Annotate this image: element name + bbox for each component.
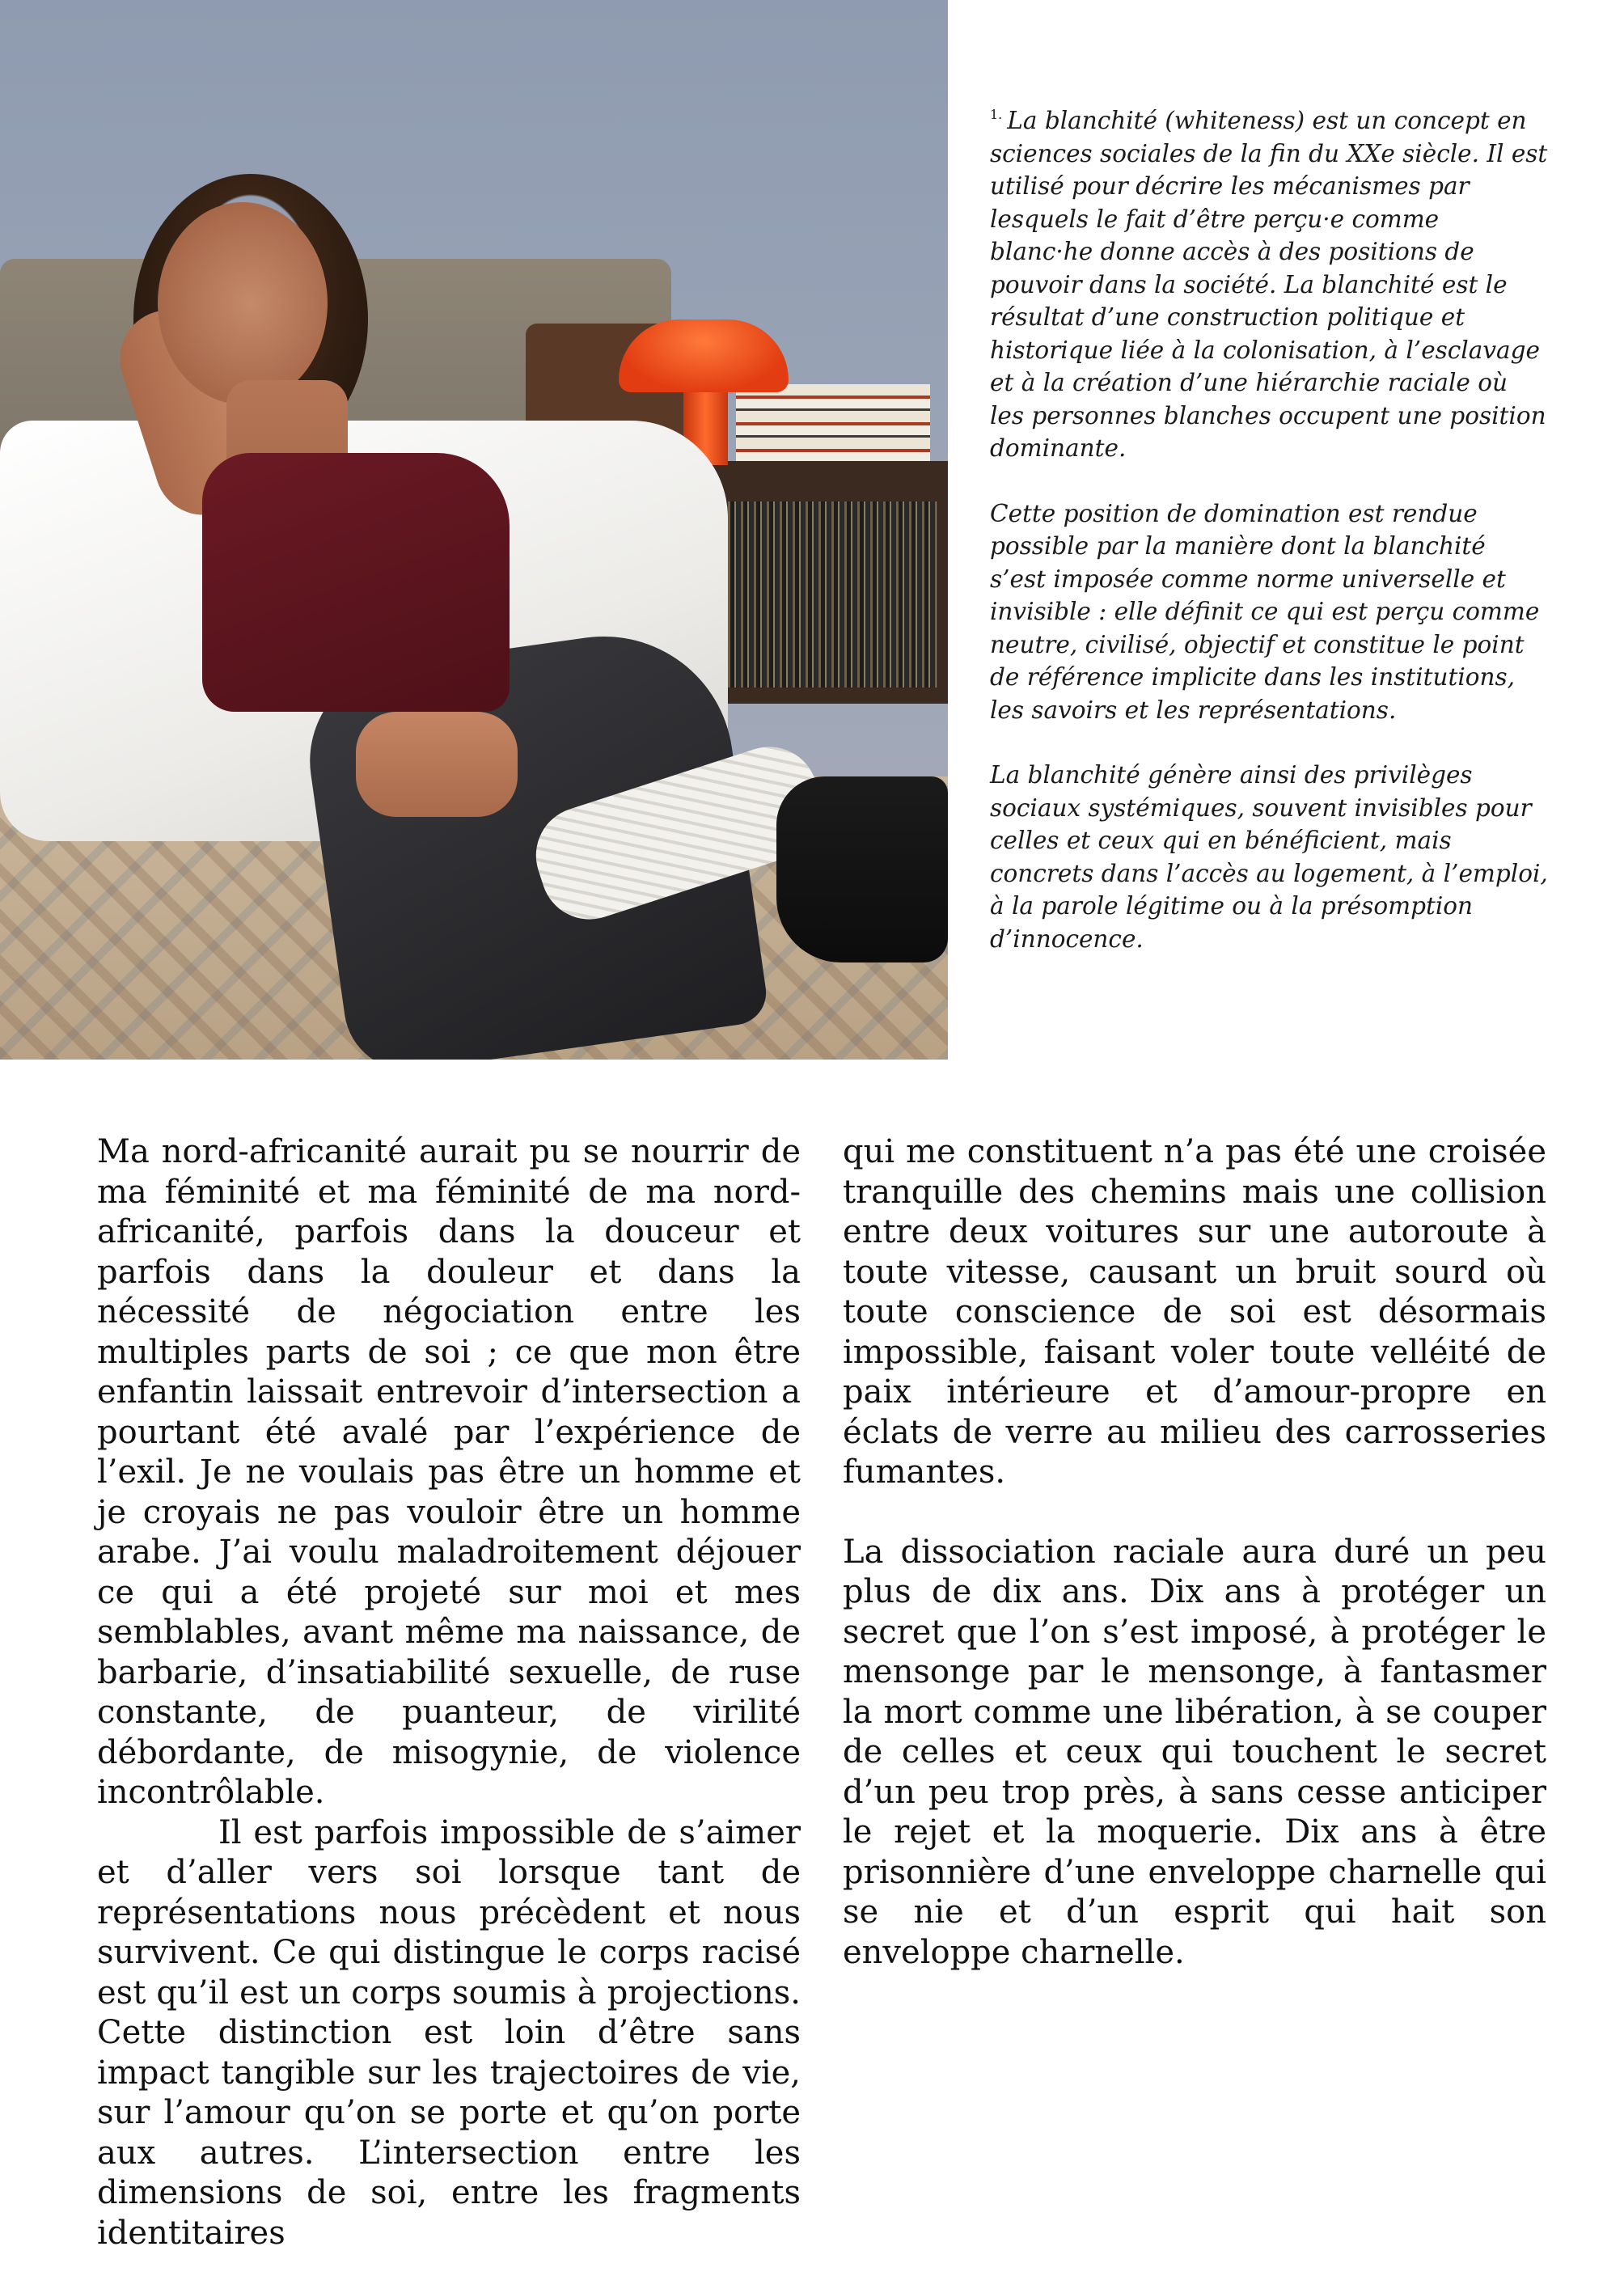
body-paragraph: La dissociation raciale aura duré un peu plus de dix ans. Dix ans à protéger un secret que l’on s’est imposé, à protéger le mensonge par le mensonge, à fantasmer la mort comme une libération, à se couper de celles et ceux qui touchent le secret d’un peu trop près, à sans cesse anticiper le rejet et la moquerie. Dix ans à être prisonnière d’une enveloppe charnelle qui se nie et d’un esprit qui hait son enveloppe charnelle. [843, 1533, 1546, 1971]
burgundy-top [202, 453, 510, 712]
body-paragraph: Il est parfois impossible de s’aimer et d’aller vers soi lorsque tant de représentations nous précèdent et nous survivent. Ce qui distingue le corps racisé est qu’il est un corps soumis à projections. Cette distinction est loin d’être sans impact tangible sur les trajectoires de vie, sur l’amour qu’on se porte et qu’on porte aux autres. L’intersection entre les dimensions de soi, entre les fragments identitaires [97, 1813, 801, 2252]
footnote [990, 99, 1548, 988]
footnote-marker: 1. [990, 107, 1003, 122]
footnote-paragraph: La blanchité génère ainsi des privilèges sociaux systémiques, souvent invisibles pour celles et ceux qui en bénéficient, mais concrets dans l’accès au logement, à l’emploi, à la parole légitime ou à la présomption d’innocence. [990, 761, 1548, 953]
body-column-right [843, 1132, 1546, 1973]
body-paragraph: Ma nord-africanité aurait pu se nourrir de ma féminité et ma féminité de ma nord-africanité, parfois dans la douceur et parfois dans la douleur et dans la nécessité de négociation entre les multiples parts de soi ; ce que mon être enfantin laissait entrevoir d’intersection a pourtant été avalé par l’expérience de l’exil. Je ne voulais pas être un homme et je croyais ne pas vouloir être un homme arabe. J’ai voulu maladroitement déjouer ce qui a été projeté sur moi et mes semblables, avant même ma naissance, de barbarie, d’insatiabilité sexuelle, de ruse constante, de puanteur, de virilité débordante, de misogynie, de violence incontrôlable. [97, 1133, 801, 1811]
footnote-paragraph: Cette position de domination est rendue possible par la manière dont la blanchité s’est imposée comme norme universelle et invisible : elle définit ce qui est perçu comme neutre, civilisé, objectif et constitue le point de référence implicite dans les institutions, les savoirs et les représentations. [990, 499, 1540, 724]
black-boot [776, 776, 948, 962]
body-column-left [97, 1132, 801, 2253]
portrait-photo [0, 0, 948, 1060]
ringed-hand [356, 712, 518, 817]
face [158, 202, 328, 404]
footnote-text: La blanchité (whiteness) est un concept en sciences sociales de la fin du XXe siècle. Il est utilisé pour décrire les mécanismes par lesquels le fait d’être perçu·e comme blanc·he donne accès à des positions de pouvoir dans la société. La blanchité est le résultat d’une construction politique et historique liée à la colonisation, à l’esclavage et à la création d’une hiérarchie raciale où les personnes blanches occupent une position dominante. [990, 107, 1548, 462]
orange-lamp [619, 319, 789, 392]
footnote-paragraph [990, 99, 1548, 465]
book-stack [736, 384, 930, 461]
body-paragraph: qui me constituent n’a pas été une croisée tranquille des chemins mais une collision entre deux voitures sur une autoroute à toute vitesse, causant un bruit sourd où toute conscience de soi est désormais impossible, faisant voler toute velléité de paix intérieure et d’amour-propre en éclats de verre au milieu des carrosseries fumantes. [843, 1133, 1546, 1491]
